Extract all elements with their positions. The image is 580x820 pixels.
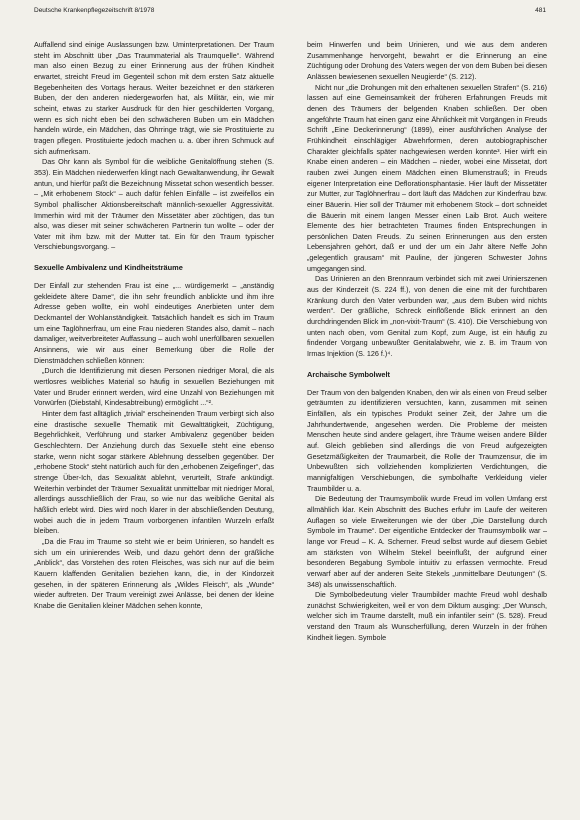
paragraph: Der Traum von den balgenden Knaben, den wir als einen von Freud selber geträumten zu identifizieren versuchten, kann, zusammen mit seinen Einfällen, als ein typisches Produkt seiner Zeit, der Jahre um die Jahrhundertwende, angesehen werden. Die Probleme der meisten Menschen heute sind andere gelagert, ihre Träume weisen andere Bilder auf. Gleich geblieben sind allerdings die von Freud aufgezeigten Gesetzmäßigkeiten der Traumarbeit, die Rolle der Traumzensur, die im Unbewußten sich vollziehenden komplizierten Verdichtungen, die mannigfaltigen Verschiebungen, die symbolhafte Verkleidung vieler Traumbilder u. a. [307, 387, 547, 493]
paragraph: Das Urinieren an den Brennraum verbindet sich mit zwei Urinierszenen aus der Kinderzeit (S. 224 ff.), von denen die eine mit der furchtbaren Kränkung durch den Vater verbunden war, „aus dem Buben wird nichts werden“. Der gräßliche, Schreck einflößende Blick erinnert an den durchdringenden Blick im „non-vixit-Traum“ (S. 410). Die Verschiebung von unten nach oben, vom Genital zum Kopf, zum Auge, ist ein häufig zu findender Vorgang unbewußter Genitalabwehr, wie z. B. im Traum von Irmas Injektion (S. 126 f.)⁴. [307, 274, 547, 359]
paragraph: beim Hinwerfen und beim Urinieren, und wie aus dem anderen Zusammenhange hervorgeht, bewahrt er die Erinnerung an eine Züchtigung oder Drohung des Vaters wegen der von dem Buben bei diesen Anlässen bewiesenen sexuellen Neugierde“ (S. 212). [307, 40, 547, 81]
paragraph: Die Symbolbedeutung vieler Traumbilder machte Freud wohl deshalb zunächst Schwierigkeiten, weil er von dem Diktum ausging: „Der Wunsch, welcher sich im Traume darstellt, muß ein infantiler sein“ (S. 528). Freud verstand den Traum als Wunscherfüllung, deren Wurzeln in der frühen Kindheit liegen. Symbole [307, 590, 547, 642]
paragraph: Die Bedeutung der Traumsymbolik wurde Freud im vollen Umfang erst allmählich klar. Kein Abschnitt des Buches erfuhr im Laufe der weiteren Auflagen so viele Erweiterungen wie der über „Die Darstellung durch Symbole im Traume“. Der eigentliche Entdecker der Traumsymbolik war – lange vor Freud – K. A. Scherner. Freud selbst wurde auf diesem Gebiet am stärksten von Wilhelm Stekel beeinflußt, der aufgrund einer besonderen Begabung Symbole intuitiv zu erfassen vermochte. Freud verwarf aber auf der anderen Seite Stekels „unmittelbare Deutungen“ (S. 348) als unwissenschaftlich. [307, 494, 547, 589]
page-number: 481 [535, 7, 546, 14]
quotation-paragraph: „Durch die Identifizierung mit diesen Personen niedriger Moral, die als wertlosres weibliches Material so häufig in sexuellen Beziehungen mit Vater und Bruder erinnert werden, wird eine Unzahl von Beziehungen mit Vorwürfen (Diebstahl, Kindesabtreibung) ermöglicht ...“². [34, 366, 274, 408]
paragraph: Nicht nur „die Drohungen mit den erhaltenen sexuellen Strafen“ (S. 216) lassen auf eine Gemeinsamkeit der früheren Erfahrungen Freuds mit denen des Träumers der belgenden Knaben schließen. Der oben angeführte Traum hat einen ganz eine Ähnlichkeit mit Vorgängen in Freuds Schrift „Eine Deckerinnerung“ (1899), einer ausführlichen Analyse der Frühkindheit einschlägiger Abwehrformen, deren autobiographischer Charakter gleichfalls später nachgewiesen werden konnte³. Hier wirft ein Knabe einen anderen – ein Mädchen – nieder, wobei eine Missetat, dort rauben zwei Jungen einem Mädchen einen Blumenstrauß; in Freuds eigener Interpretation eine Deflorationsphantasie. Hier läuft der Missetäter zur Mutter, zur Taglöhnerfrau – dort läuft das Mädchen zur Kinderfrau bzw. einer Bäuerin. Hier soll der Träumer mit erhobenem Stock – dort schneidet die Bäuerin mit einem langen Messer einen Laib Brot. Auch weitere Elemente des hier betrachteten Traumes finden Entsprechungen in persönlichen Daten Freuds. Zu seinen Erinnerungen aus den ersten Lebensjahren gehört, daß er und der um ein Jahr ältere Neffe John „gelegentlich grausam“ mit Pauline, der jüngeren Schwester Johns umgegangen sind. [307, 82, 547, 273]
section-heading: Archaische Symbolwelt [307, 369, 390, 379]
paragraph: Hinter dem fast alltäglich „trivial“ erscheinenden Traum verbirgt sich also eine drastische sexuelle Thematik mit Gewalttätigkeit, Züchtigung, Begehrlichkeit, Verführung und starker Ambivalenz gegenüber beiden Geschlechtern. Der Anziehung durch das Sexuelle steht eine ebenso starke, wenn nicht sogar stärkere Ablehnung desselben gegenüber. Der „erhobene Stock“ steht natürlich auch für den „erhobenen Zeigefinger“, das strenge Über-Ich, das Sexualität ablehnt, verurteilt, Strafe ankündigt. Weiterhin verbindet der Träumer Sexualität unmittelbar mit niedriger Moral, allerdings ausschließlich der Frau, so wie nur das weibliche Genital als häßlich erlebt wird. Dies wird noch klarer in der abschließenden Deutung, wobei auch die in jedem Traum vorborgenen infantilen Wurzeln erfaßt bleiben. [34, 409, 274, 536]
quotation-paragraph: „Da die Frau im Traume so steht wie er beim Urinieren, so handelt es sich um ein urinierendes Weib, und dazu gehört denn der gräßliche „Anblick“, das Vorstehen des roten Fleisches, was sich nur auf die beim Kauern klaffenden Genitalien beziehen kann, die, in der Kindorzeit gesehen, in der späteren Erinnerung als „Wildes Fleisch“, als „Wunde“ wieder auftreten. Der Traum vereinigt zwei Anlässe, bei denen der kleine Knabe die Genitalien kleiner Mädchen sehen konnte, [34, 536, 274, 610]
paragraph: Der Einfall zur stehenden Frau ist eine „... würdigemerkt – „anständig gekleidete ältere Dame“, die ihn sehr freundlich anblickte und ihm ihre Adresse geben wollte, ein wohl eindeutiges Anerbieten unter dem Deckmantel der Wohlanständigkeit. Tatsächlich handelt es sich im Traum um eine Taglöhnerfrau, um eine Frau niederen Standes also, damit – nach damaliger, weitverbreiteter Auffassung – auch wohl unerfüllbaren sexuellen Ansinnens, wie wir aus einer Bemerkung über die Rolle der Dienstmädchen schließen können: [34, 281, 274, 365]
paragraph: Das Ohr kann als Symbol für die weibliche Genitalöffnung stehen (S. 353). Ein Mädchen niederwerfen klingt nach Gewaltanwendung, ihr Gewalt antun, und hierfür paßt die Bezeichnung Missetat schon wesentlich besser. – „Mit erhobenem Stock“ – auch dafür fehlen Einfälle – ist zweifellos ein Symbol phallischer Aktionsbereitschaft männlich-sexueller Aggressivität. Immerhin wird mit der Träumer den Missetäter aber züchtigen, das tun also, was dieser mit seiner schwächeren Partnerin tun wollte – oder der Vater mit ihm bzw. mit der Mutter tat. Ein für den Traum typischer Verschiebungsvorgang. – [34, 157, 274, 252]
left-column [34, 40, 274, 812]
paragraph: Auffallend sind einige Auslassungen bzw. Uminterpretationen. Der Traum steht im Abschnitt über „Das Traummaterial als Traumquelle“. Während man also einen Bezug zu einer Erinnerung aus der frühen Kindheit erwartet, streicht Freud im Gegenteil schon mit dem ersten Satz aktuelle Begebenheiten des Vortags heraus. Weiter bezeichnet er den stärkeren Buben, der den anderen niedergeworfen hat, als Militär, ein, wie mir scheint, etwas zu starker Ausdruck für den hier geschilderten Vorgang, wenn es sich nicht eben bei den schwächeren Buben um ein Mädchen handeln würde, ein Mädchen, das Ohrringe trägt, wie sie Prostituierte zu tragen pflegen. Prostituierte jedoch machen u. a. über ihren Schmuck auf sich aufmerksam. [34, 40, 274, 156]
running-header [34, 6, 546, 16]
right-column [307, 40, 547, 812]
journal-title: Deutsche Krankenpflegezeitschrift 8/1978 [34, 7, 155, 14]
section-heading: Sexuelle Ambivalenz und Kindheitsträume [34, 263, 183, 273]
